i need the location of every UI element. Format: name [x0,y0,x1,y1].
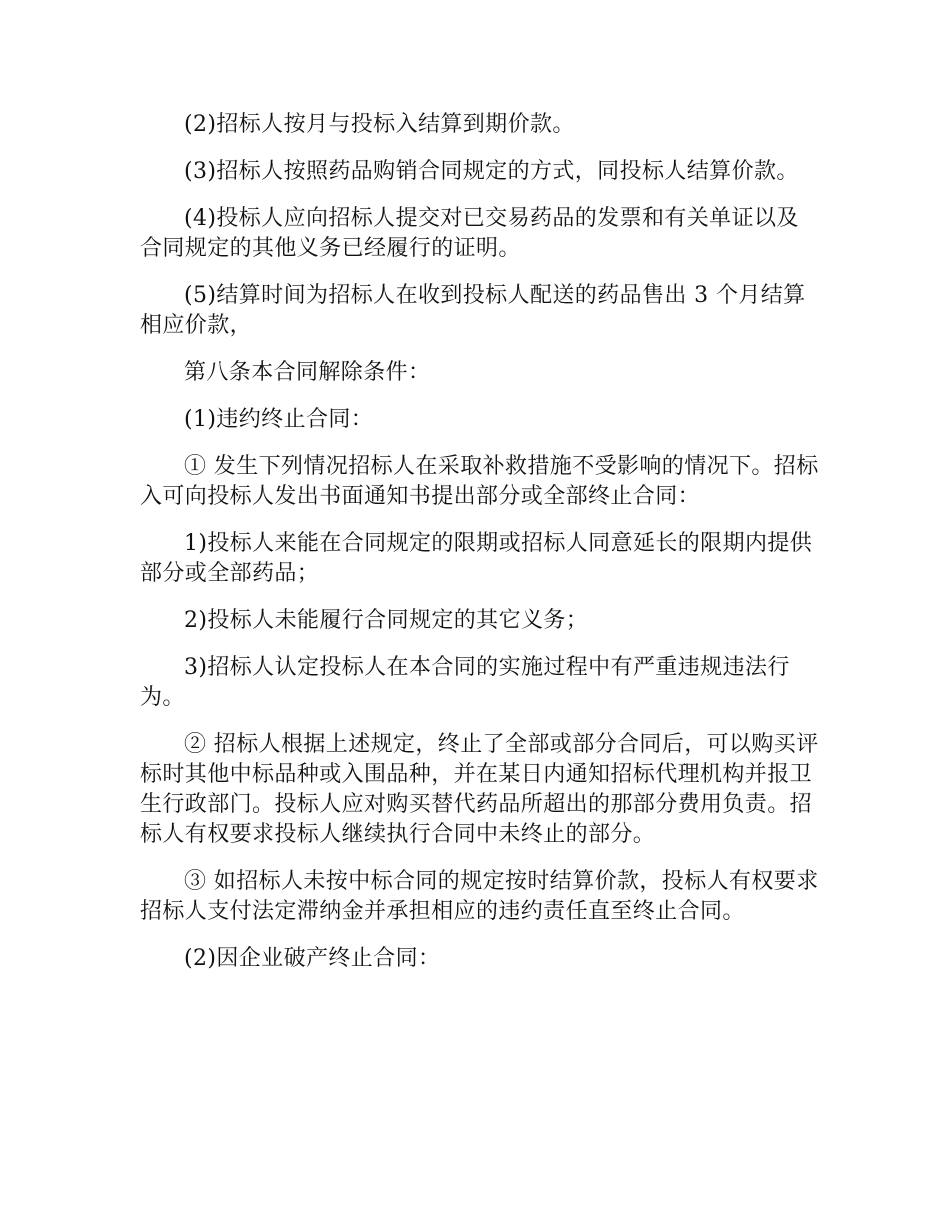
paragraph-item-1: 1)投标人来能在合同规定的限期或招标人同意延长的限期内提供部分或全部药品； [140,531,813,586]
section-heading-article-8: 第八条本合同解除条件： [184,360,431,385]
paragraph-item-3: 3)招标人认定投标人在本合同的实施过程中有严重违规违法行为。 [140,655,790,710]
paragraph-invoice-submission: (4)投标人应向招标人提交对已交易药品的发票和有关单证以及合同规定的其他义务已经履行的证明。 [140,206,799,261]
paragraph-settlement-method: (3)招标人按照药品购销合同规定的方式，同投标人结算价款。 [184,159,799,184]
paragraph-settlement-monthly: (2)招标人按月与投标入结算到期价款。 [184,112,575,137]
paragraph-breach-termination: (1)违约终止合同： [184,407,374,432]
paragraph-bankruptcy-termination: (2)因企业破产终止合同： [184,946,441,971]
document-body [140,110,820,991]
paragraph-clause-3: ③ 如招标人未按中标合同的规定按时结算价款，投标人有权要求招标人支付法定滞纳金并承担相应的违约责任直至终止合同。 [140,869,819,924]
paragraph-clause-1: ① 发生下列情况招标人在采取补救措施不受影响的情况下。招标入可向投标人发出书面通知书提出部分或全部终止合同： [140,454,819,509]
paragraph-settlement-time: (5)结算时间为招标人在收到投标人配送的药品售出 3 个月结算相应价款， [140,283,806,338]
paragraph-clause-2: ② 招标人根据上述规定，终止了全部或部分合同后，可以购买评标时其他中标品种或入围品种，并在某日内通知招标代理机构并报卫生行政部门。投标人应对购买替代药品所超出的那部分费用负责。招标人有权要求投标人继续执行合同中未终止的部分。 [140,732,819,847]
paragraph-item-2: 2)投标人未能履行合同规定的其它义务； [184,608,589,633]
